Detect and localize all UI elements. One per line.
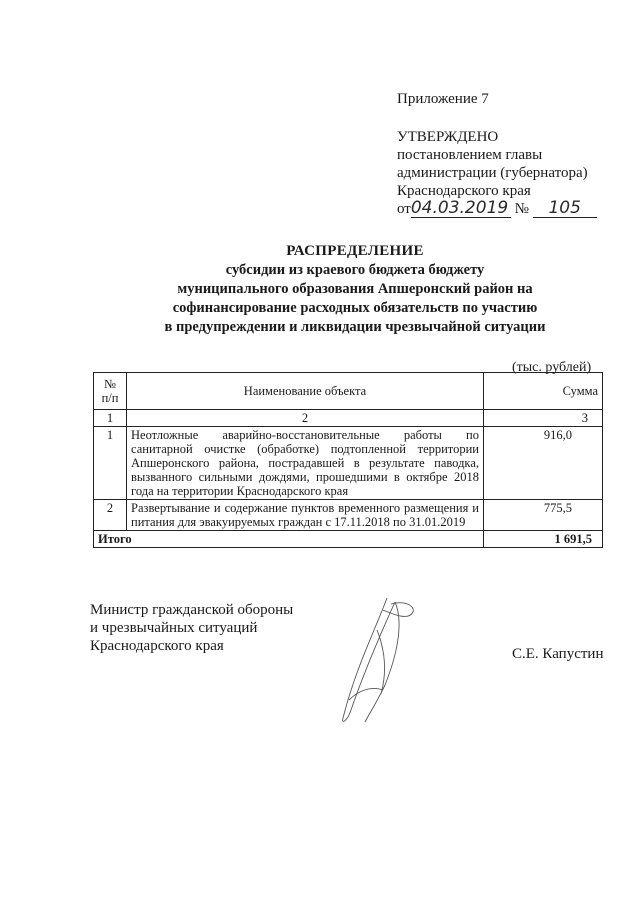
signer-block (90, 601, 293, 655)
approved-label: УТВЕРЖДЕНО (397, 129, 499, 145)
table-total-row (94, 531, 603, 548)
title-heading: РАСПРЕДЕЛЕНИЕ (286, 243, 424, 259)
title-line-4: в предупреждении и ликвидации чрезвычайной ситуации (164, 319, 546, 335)
header-name: Наименование объекта (127, 373, 484, 410)
signer-line-1: Министр гражданской обороны (90, 602, 294, 618)
row-num: 2 (94, 500, 127, 531)
total-sum: 1 691,5 (484, 531, 603, 548)
total-label: Итого (94, 531, 484, 548)
index-cell-1: 1 (94, 410, 127, 427)
date-line (397, 200, 597, 218)
index-cell-3: 3 (484, 410, 603, 427)
table-header-row (94, 373, 603, 410)
document-title (120, 242, 590, 337)
number-field (533, 200, 597, 218)
number-label: № (514, 201, 529, 217)
signature-image (325, 590, 435, 730)
signer-line-2: и чрезвычайных ситуаций (90, 620, 258, 636)
row-num: 1 (94, 427, 127, 500)
handwritten-number: 105 (548, 198, 581, 218)
units-label: (тыс. рублей) (512, 360, 592, 375)
approval-block (397, 90, 597, 218)
signer-line-3: Краснодарского края (90, 638, 224, 654)
handwritten-date: 04.03.2019 (410, 198, 509, 218)
signer-name: С.Е. Капустин (512, 646, 604, 662)
header-num: № п/п (94, 373, 127, 410)
header-sum: Сумма (484, 373, 603, 410)
date-field (411, 200, 511, 218)
distribution-table (93, 372, 603, 548)
approval-line-3: Краснодарского края (397, 183, 531, 199)
appendix-label: Приложение 7 (397, 91, 489, 107)
row-name: Неотложные аварийно-восстановительные работы по санитарной очистке (обработке) подтопленной территории Апшеронского района, пострадавшей в результате паводка, вызванного сильными дождями, прошедшими в октябре 2018 года на территории Краснодарского края (127, 427, 484, 500)
approval-line-2: администрации (губернатора) (397, 165, 588, 181)
row-name: Развертывание и содержание пунктов временного размещения и питания для эвакуируемых граждан с 17.11.2018 по 31.01.2019 (127, 500, 484, 531)
approval-line-1: постановлением главы (397, 147, 543, 163)
title-line-2: муниципального образования Апшеронский район на (177, 281, 533, 297)
row-sum: 775,5 (484, 500, 603, 531)
row-sum: 916,0 (484, 427, 603, 500)
table-row (94, 500, 603, 531)
table-index-row (94, 410, 603, 427)
title-line-1: субсидии из краевого бюджета бюджету (225, 262, 485, 278)
date-prefix: от (397, 201, 411, 217)
table-row (94, 427, 603, 500)
index-cell-2: 2 (127, 410, 484, 427)
title-line-3: софинансирование расходных обязательств по участию (172, 300, 538, 316)
